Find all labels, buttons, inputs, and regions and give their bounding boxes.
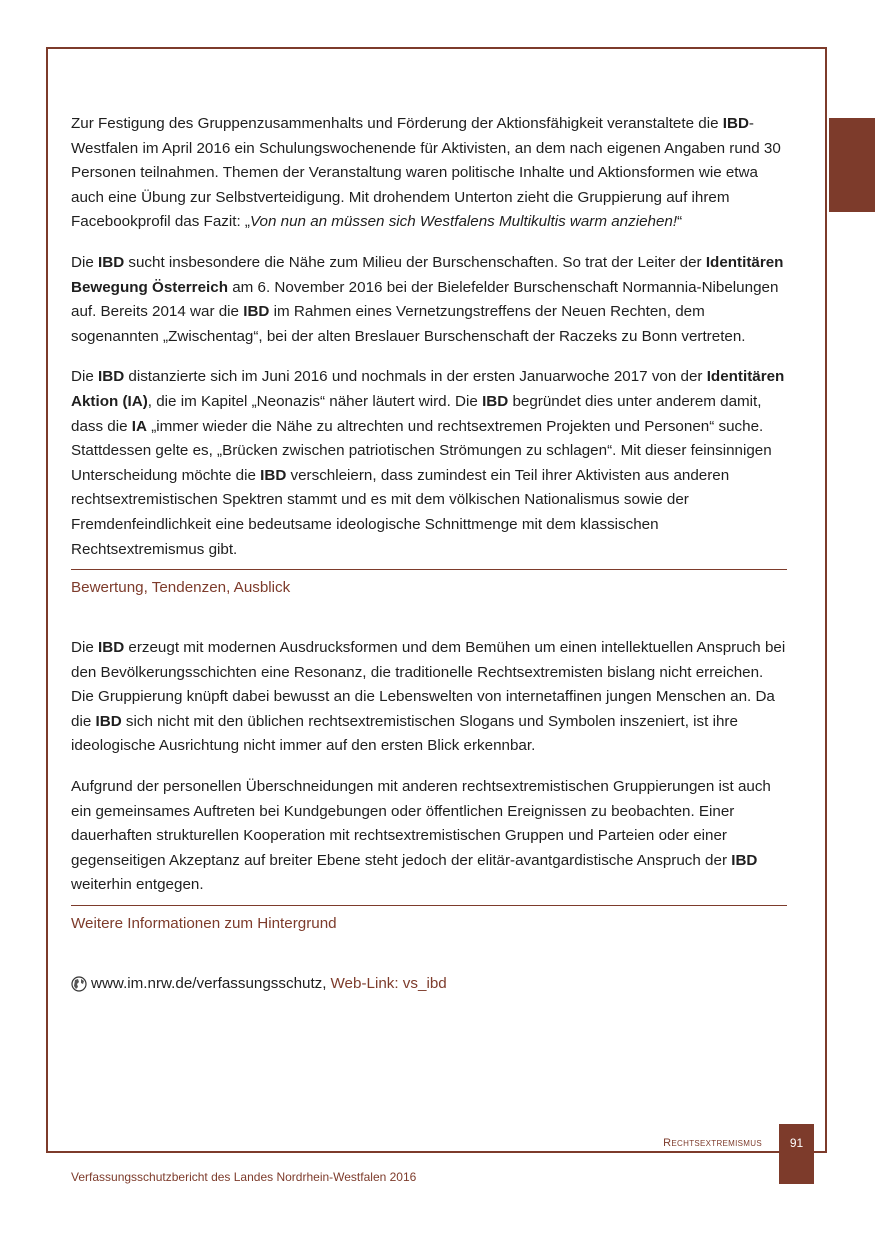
paragraph-fraternities: Die IBD sucht insbesondere die Nähe zum Milieu der Burschenschaften. So trat der Leiter der Identitären Bewegung Österreich am 6. November 2016 bei der Bielefelder Burschenschaft Normannia-Nibelungen auf. Bereits 2014 war die IBD im Rahmen eines Vernetzungstreffens der Neuen Rechten, dem sogenannten „Zwischentag“, bei der alten Breslauer Burschenschaft der Raczeks zu Bonn vertreten. (71, 253, 784, 345)
paragraph-resonance: Die IBD erzeugt mit modernen Ausdrucksformen und dem Bemühen um einen intellektuellen Anspruch bei den Bevölkerungsschichten eine Resonanz, die traditionelle Rechtsextremisten bislang nicht erreichen. Die Gruppierung knüpft dabei bewusst an die Lebenswelten von internetaffinen jungen Menschen an. Da die IBD sich nicht mit den üblichen rechtsextremistischen Slogans und Symbolen inszeniert, ist ihre ideologische Ausrichtung nicht immer auf den ersten Blick erkennbar. (71, 639, 786, 755)
info-link-line (71, 972, 787, 997)
footer-report-title: Verfassungsschutzbericht des Landes Nordrhein-Westfalen 2016 (71, 1170, 417, 1184)
section-heading-further-info: Weitere Informationen zum Hintergrund (71, 915, 337, 933)
section-divider (71, 569, 787, 570)
web-link-code[interactable]: Web-Link: vs_ibd (330, 975, 447, 993)
paragraph-cooperation: Aufgrund der personellen Überschneidungen mit anderen rechtsextremistischen Gruppierungen ist auch ein gemeinsames Auftreten bei Kundgebungen oder öffentlichen Ereignissen zu beobachten. Einer dauerhaften strukturellen Kooperation mit rechtsextremistischen Gruppen und Parteien oder einer gegenseitigen Akzeptanz auf breiter Ebene steht jedoch der elitär-avantgardistische Anspruch der IBD weiterhin entgegen. (71, 778, 771, 894)
website-link[interactable]: www.im.nrw.de/verfassungsschutz, (91, 975, 327, 993)
main-content (71, 112, 787, 997)
globe-icon (71, 976, 87, 992)
page-number: 91 (779, 1124, 814, 1184)
section-heading-assessment: Bewertung, Tendenzen, Ausblick (71, 579, 291, 597)
paragraph-training-weekend: Zur Festigung des Gruppenzusammenhalts und Förderung der Aktionsfähigkeit veranstaltete die IBD-Westfalen im April 2016 ein Schulungswochenende für Aktivisten, an dem nach eigenen Angaben rund 30 Personen teilnahmen. Themen der Veranstaltung waren politische Inhalte und Aktionsformen wie etwa auch eine Übung zur Selbstverteidigung. Mit drohendem Unterton zieht die Gruppierung auf ihrem Facebookprofil das Fazit: „Von nun an müssen sich Westfalens Multikultis warm anziehen!“ (71, 115, 781, 231)
footer-section-label: Rechtsextremismus (663, 1137, 762, 1149)
chapter-tab (829, 118, 875, 212)
section-divider (71, 905, 787, 906)
paragraph-distancing: Die IBD distanzierte sich im Juni 2016 und nochmals in der ersten Januarwoche 2017 von der Identitären Aktion (IA), die im Kapitel „Neonazis“ näher läutert wird. Die IBD begründet dies unter anderem damit, dass die IA „immer wieder die Nähe zu altrechten und rechtsextremen Projekten und Personen“ suche. Stattdessen gelte es, „Brücken zwischen patriotischen Strömungen zu schlagen“. Mit dieser feinsinnigen Unterscheidung möchte die IBD verschleiern, dass zumindest ein Teil ihrer Aktivisten aus anderen rechtsextremistischen Spektren stammt und es mit dem völkischen Nationalismus sowie der Fremdenfeindlichkeit eine bedeutsame ideologische Schnittmenge mit dem klassischen Rechtsextremismus gibt. (71, 368, 785, 558)
